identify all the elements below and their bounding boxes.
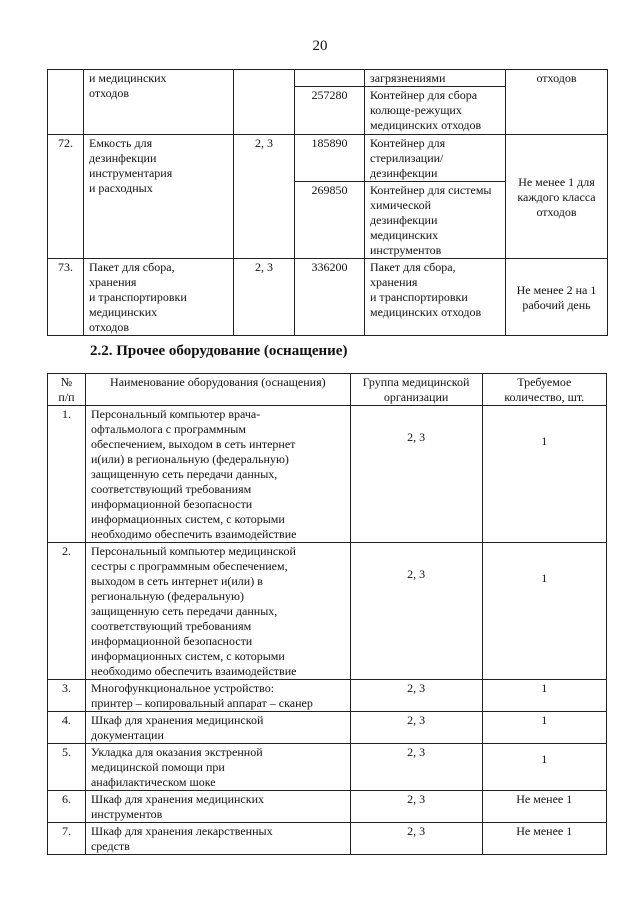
row-number: 73. — [48, 259, 84, 336]
nomenclature-item: Контейнер для системы химической дезинфекции медицинских инструментов — [365, 182, 506, 259]
row-number: 2. — [48, 543, 86, 680]
required-quantity: 1 — [482, 406, 606, 543]
equipment-name: Персональный компьютер врача- офтальмолога с программным обеспечением, выходом в сеть интернет и(или) в региональную (федеральную) защищенную сеть передачи данных, соответствующий требованиям информационной безопасности информационных систем, с которыми необходимо обеспечить взаимодействие — [85, 406, 350, 543]
column-header-group: Группа медицинской организации — [350, 374, 482, 406]
row-number: 3. — [48, 680, 86, 712]
equipment-name: и медицинских отходов — [84, 70, 234, 135]
column-header-quantity: Требуемое количество, шт. — [482, 374, 606, 406]
table-row — [48, 744, 607, 791]
table-row — [48, 791, 607, 823]
table-row — [48, 135, 608, 182]
required-quantity: 1 — [482, 680, 606, 712]
row-number — [48, 70, 84, 135]
org-group: 2, 3 — [350, 791, 482, 823]
nomenclature-code: 269850 — [295, 182, 365, 259]
equipment-name: Емкость для дезинфекции инструментария и расходных — [84, 135, 234, 259]
equipment-name: Шкаф для хранения медицинской документации — [85, 712, 350, 744]
required-quantity: Не менее 1 для каждого класса отходов — [506, 135, 608, 259]
table-row — [48, 543, 607, 680]
section-title: 2.2. Прочее оборудование (оснащение) — [90, 343, 348, 359]
row-number: 7. — [48, 823, 86, 855]
nomenclature-code: 257280 — [295, 87, 365, 135]
row-number: 6. — [48, 791, 86, 823]
equipment-name: Укладка для оказания экстренной медицинской помощи при анафилактическом шоке — [85, 744, 350, 791]
table-row — [48, 712, 607, 744]
column-header-name: Наименование оборудования (оснащения) — [85, 374, 350, 406]
table-row — [48, 70, 608, 87]
nomenclature-item: Контейнер для стерилизации/ дезинфекции — [365, 135, 506, 182]
required-quantity: 1 — [482, 543, 606, 680]
table-row — [48, 406, 607, 543]
column-header-number: № п/п — [48, 374, 86, 406]
row-number: 4. — [48, 712, 86, 744]
org-group: 2, 3 — [350, 680, 482, 712]
table-row — [48, 259, 608, 336]
equipment-table-continued — [47, 69, 608, 336]
org-group — [234, 70, 295, 135]
row-number: 1. — [48, 406, 86, 543]
other-equipment-table — [47, 373, 607, 855]
equipment-name: Пакет для сбора, хранения и транспортировки медицинских отходов — [84, 259, 234, 336]
required-quantity: 1 — [482, 712, 606, 744]
nomenclature-item: Пакет для сбора, хранения и транспортировки медицинских отходов — [365, 259, 506, 336]
org-group: 2, 3 — [234, 259, 295, 336]
org-group: 2, 3 — [350, 543, 482, 680]
org-group: 2, 3 — [350, 712, 482, 744]
nomenclature-item: загрязнениями — [365, 70, 506, 87]
table-row — [48, 823, 607, 855]
required-quantity: отходов — [506, 70, 608, 135]
required-quantity: Не менее 2 на 1 рабочий день — [506, 259, 608, 336]
nomenclature-code — [295, 70, 365, 87]
row-number: 5. — [48, 744, 86, 791]
table-row — [48, 680, 607, 712]
nomenclature-item: Контейнер для сбора колюще-режущих медицинских отходов — [365, 87, 506, 135]
equipment-name: Персональный компьютер медицинской сестры с программным обеспечением, выходом в сеть интернет и(или) в региональную (федеральную) защищенную сеть передачи данных, соответствующий требованиям информационной безопасности информационных систем, с которыми необходимо обеспечить взаимодействие — [85, 543, 350, 680]
required-quantity: Не менее 1 — [482, 791, 606, 823]
org-group: 2, 3 — [350, 823, 482, 855]
required-quantity: 1 — [482, 744, 606, 791]
equipment-name: Многофункциональное устройство: принтер – копировальный аппарат – сканер — [85, 680, 350, 712]
equipment-name: Шкаф для хранения лекарственных средств — [85, 823, 350, 855]
nomenclature-code: 336200 — [295, 259, 365, 336]
row-number: 72. — [48, 135, 84, 259]
page-number: 20 — [312, 38, 328, 54]
nomenclature-code: 185890 — [295, 135, 365, 182]
org-group: 2, 3 — [350, 406, 482, 543]
table-header-row — [48, 374, 607, 406]
required-quantity: Не менее 1 — [482, 823, 606, 855]
equipment-name: Шкаф для хранения медицинских инструментов — [85, 791, 350, 823]
org-group: 2, 3 — [234, 135, 295, 259]
org-group: 2, 3 — [350, 744, 482, 791]
